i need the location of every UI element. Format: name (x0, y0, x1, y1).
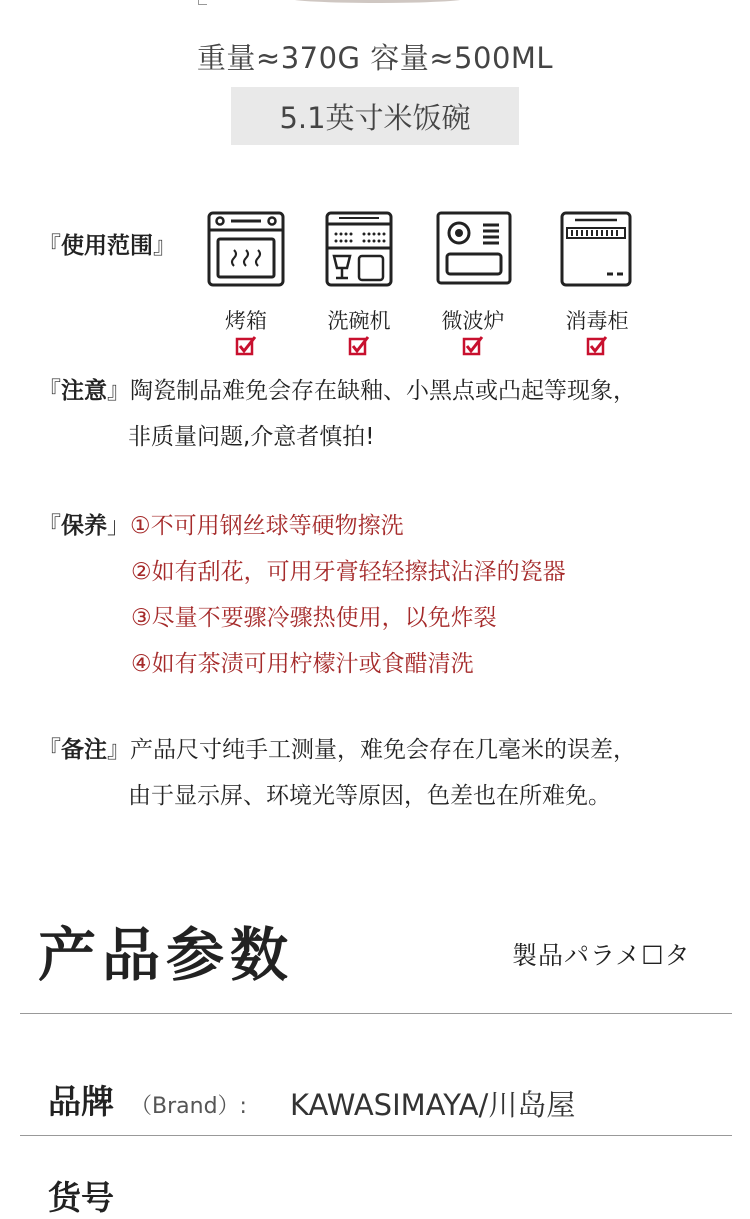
dishwasher-icon (319, 210, 399, 288)
usage-sterilizer (556, 210, 638, 333)
divider (20, 1135, 732, 1136)
usage-label-microwave: 微波炉 (412, 305, 534, 357)
usage-label-sterilizer: 消毒柜 (536, 305, 658, 357)
notice-line-1: 『注意』陶瓷制品难免会存在缺釉、小黑点或凸起等现象， (38, 378, 636, 404)
next-param-key: 货号 (48, 1178, 114, 1217)
remark-line-2: 由于显示屏、环境光等原因，色差也在所难免。 (128, 783, 611, 809)
checkbox-checked-icon (586, 335, 608, 357)
image-crop-mark (198, 0, 207, 5)
oven-icon (206, 210, 286, 288)
usage-section-label: 『使用范围』 (38, 233, 176, 259)
params-subtitle: 製品パラメ☐タ (512, 941, 691, 970)
usage-dishwasher (318, 210, 400, 333)
remark-line-1: 『备注』产品尺寸纯手工测量，难免会存在几毫米的误差， (38, 737, 636, 763)
sterilizer-icon (557, 210, 637, 288)
care-section (38, 503, 566, 687)
usage-oven (205, 210, 287, 333)
notice-section (38, 368, 636, 460)
brand-value: KAWASIMAYA/川岛屋 (290, 1088, 576, 1122)
size-text: 5.1英寸米饭碗 (279, 100, 471, 135)
checkbox-checked-icon (235, 335, 257, 357)
microwave-icon (433, 210, 513, 288)
care-line-1: 『保养」①不可用钢丝球等硬物擦洗 (38, 513, 404, 539)
weight-capacity-text: 重量≈370G 容量≈500ML (196, 41, 554, 75)
remark-section (38, 727, 636, 819)
bowl-image-edge (290, 0, 465, 3)
params-title: 产品参数 (38, 921, 295, 989)
usage-label-oven: 烤箱 (185, 305, 307, 357)
care-line-2: ②如有刮花，可用牙膏轻轻擦拭沾泽的瓷器 (131, 559, 566, 585)
size-badge (231, 87, 519, 145)
usage-microwave (432, 210, 514, 333)
care-line-4: ④如有茶渍可用柠檬汁或食醋清洗 (131, 651, 474, 677)
brand-sub-label: （Brand）: (130, 1094, 247, 1119)
checkbox-checked-icon (462, 335, 484, 357)
brand-key: 品牌 (48, 1082, 114, 1121)
care-line-3: ③尽量不要骤冷骤热使用，以免炸裂 (131, 605, 497, 631)
usage-label-dishwasher: 洗碗机 (298, 305, 420, 357)
divider (20, 1013, 732, 1014)
notice-line-2: 非质量问题,介意者慎拍! (128, 424, 375, 450)
checkbox-checked-icon (348, 335, 370, 357)
